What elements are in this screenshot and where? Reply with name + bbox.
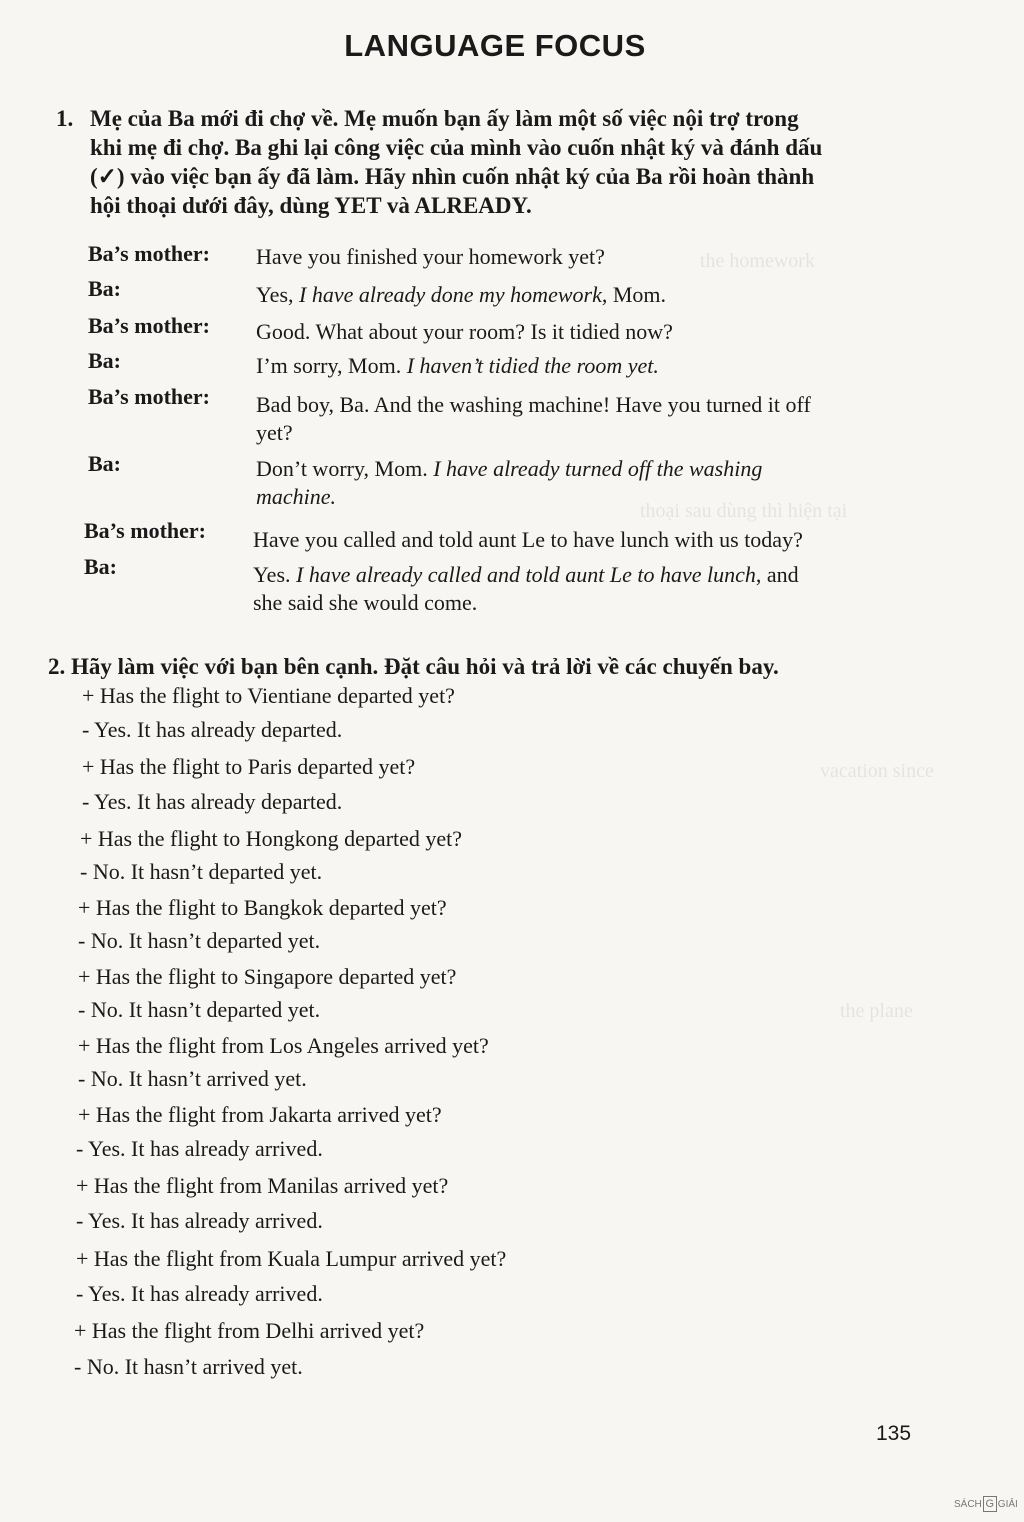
flight-answer: - Yes. It has already arrived. [76,1281,323,1306]
flight-question: + Has the flight to Hongkong departed yet? [80,826,463,851]
speaker-label: Ba: [88,451,121,476]
instruction-line: khi mẹ đi chợ. Ba ghi lại công việc của mình vào cuốn nhật ký và đánh dấu [90,135,823,160]
watermark-logo: SÁCH G GIẢI [954,1498,1018,1510]
answer-text: I have already turned off the washing [433,456,763,481]
instruction-line: (✓) vào việc bạn ấy đã làm. Hãy nhìn cuốn nhật ký của Ba rồi hoàn thành [90,164,815,189]
bleed-through-text: the plane [840,1000,913,1022]
flight-question: + Has the flight from Manilas arrived yet? [76,1173,449,1198]
answer-text: I have already called and told aunt Le to have lunch [296,562,756,587]
dialogue-line: Have you finished your homework yet? [256,244,605,269]
dialogue-line: Yes, I have already done my homework, Mom. [256,282,667,307]
flight-question: + Has the flight to Vientiane departed yet? [82,683,455,708]
speaker-label: Ba: [88,348,121,373]
task1-number: 1. [56,106,74,131]
answer-text: I haven’t tidied the room yet. [406,353,659,378]
instruction-line: hội thoại dưới đây, dùng YET và ALREADY. [90,193,532,218]
bleed-through-text: vacation since [820,760,934,782]
dialogue-line: Have you called and told aunt Le to have lunch with us today? [253,527,803,552]
flight-question: + Has the flight from Kuala Lumpur arrived yet? [76,1246,507,1271]
flight-answer: - No. It hasn’t arrived yet. [78,1066,307,1091]
flight-question: + Has the flight from Delhi arrived yet? [74,1318,425,1343]
flight-answer: - Yes. It has already arrived. [76,1208,323,1233]
flight-answer: - No. It hasn’t departed yet. [78,928,321,953]
dialogue-line: Good. What about your room? Is it tidied now? [256,319,673,344]
answer-text: machine. [256,484,337,509]
page-title: LANGUAGE FOCUS [344,28,646,63]
dialogue-line: Bad boy, Ba. And the washing machine! Have you turned it off yet? [256,392,811,445]
page-number: 135 [876,1422,912,1445]
flight-answer: - No. It hasn’t departed yet. [80,859,323,884]
flight-question: + Has the flight to Paris departed yet? [82,754,416,779]
answer-text: I have already done my homework [299,282,602,307]
dialogue-line: I’m sorry, Mom. I haven’t tidied the room yet. [256,353,659,378]
speaker-label: Ba: [84,554,117,579]
speaker-label: Ba’s mother: [88,241,210,266]
speaker-label: Ba: [88,276,121,301]
flight-answer: - Yes. It has already departed. [82,789,343,814]
flight-question: + Has the flight from Los Angeles arrived yet? [78,1033,489,1058]
bleed-through-text: thoại sau dùng thì hiện tại [640,500,848,522]
flight-answer: - No. It hasn’t departed yet. [78,997,321,1022]
flight-question: + Has the flight from Jakarta arrived yet? [78,1102,442,1127]
flight-question: + Has the flight to Bangkok departed yet? [78,895,447,920]
speaker-label: Ba’s mother: [84,518,206,543]
flight-answer: - Yes. It has already arrived. [76,1136,323,1161]
speaker-label: Ba’s mother: [88,313,210,338]
instruction-line: Mẹ của Ba mới đi chợ về. Mẹ muốn bạn ấy làm một số việc nội trợ trong [90,106,799,131]
task1-instruction [56,104,932,220]
task2-number: 2. [48,654,66,679]
task2-instruction: 2. Hãy làm việc với bạn bên cạnh. Đặt câu hỏi và trả lời về các chuyến bay. [48,654,779,679]
flight-answer: - Yes. It has already departed. [82,717,343,742]
speaker-label: Ba’s mother: [88,384,210,409]
dialogue-line: Don’t worry, Mom. I have already turned off the washing machine. [256,456,763,509]
flight-question: + Has the flight to Singapore departed yet? [78,964,457,989]
flight-answer: - No. It hasn’t arrived yet. [74,1354,303,1379]
bleed-through-text: the homework [700,250,815,272]
dialogue-line: Yes. I have already called and told aunt Le to have lunch, and she said she would come. [253,562,799,615]
